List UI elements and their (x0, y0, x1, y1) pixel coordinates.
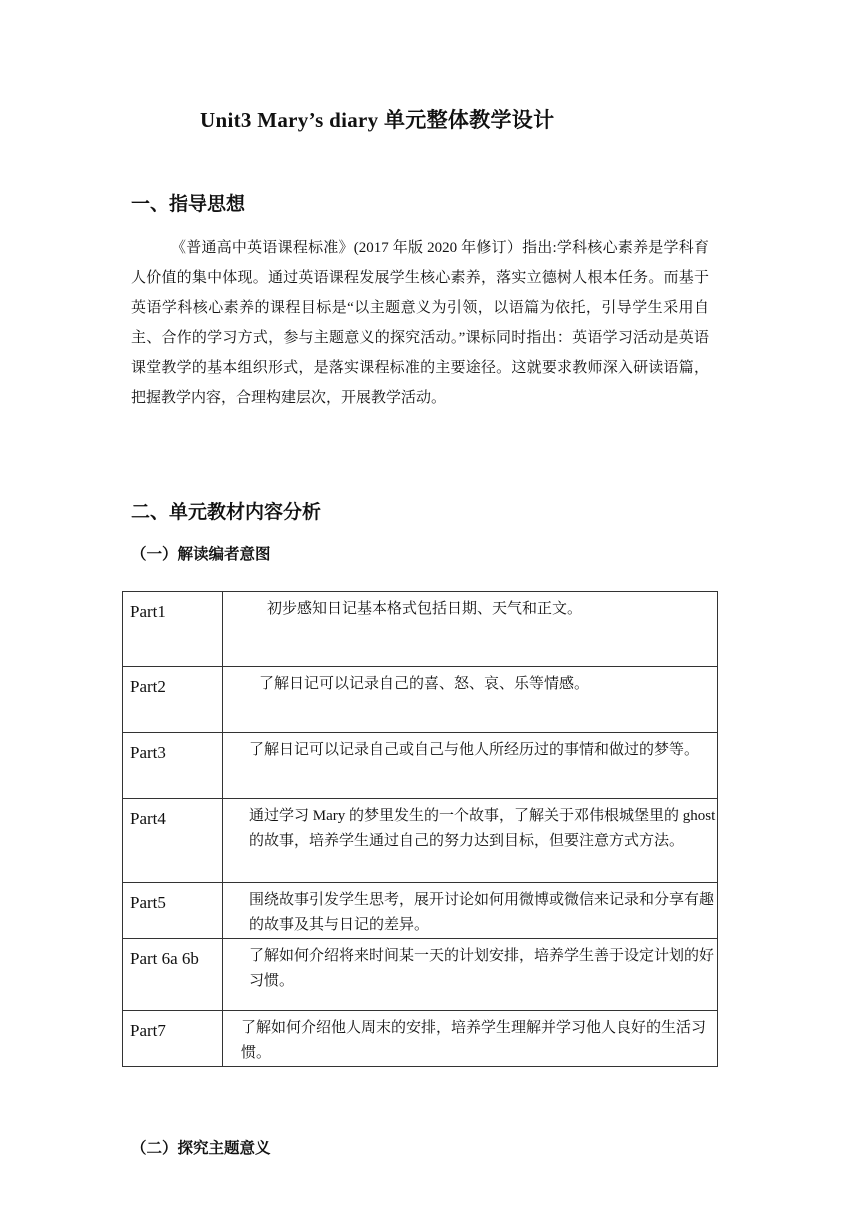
section-heading-guiding-thought: 一、指导思想 (131, 194, 246, 215)
part-label: Part2 (123, 667, 223, 733)
part-description: 围绕故事引发学生思考，展开讨论如何用微博或微信来记录和分享有趣的故事及其与日记的差异。 (223, 883, 718, 939)
table-row (123, 1011, 718, 1067)
part-label: Part 6a 6b (123, 939, 223, 1011)
part-description: 了解如何介绍将来时间某一天的计划安排，培养学生善于设定计划的好习惯。 (223, 939, 718, 1011)
part-description: 初步感知日记基本格式包括日期、天气和正文。 (223, 592, 718, 667)
table-row (123, 799, 718, 883)
table-row (123, 939, 718, 1011)
subheading-theme-meaning: （二）探究主题意义 (131, 1140, 271, 1157)
table-row (123, 883, 718, 939)
section-heading-content-analysis: 二、单元教材内容分析 (131, 502, 322, 523)
part-label: Part7 (123, 1011, 223, 1067)
document-title: Unit3 Mary’s diary 单元整体教学设计 (200, 108, 555, 132)
guiding-thought-paragraph: 《普通高中英语课程标准》(2017 年版 2020 年修订）指出:学科核心素养是学科育人价值的集中体现。通过英语课程发展学生核心素养，落实立德树人根本任务。而基于英语学科核心素养的课程目标是“以主题意义为引领，以语篇为依托，引导学生采用自主、合作的学习方式，参与主题意义的探究活动。”课标同时指出：英语学习活动是英语课堂教学的基本组织形式，是落实课程标准的主要途径。这就要求教师深入研读语篇，把握教学内容，合理构建层次，开展教学活动。 (131, 240, 709, 406)
part-label: Part4 (123, 799, 223, 883)
subheading-editor-intent: （一）解读编者意图 (131, 546, 271, 563)
part-label: Part3 (123, 733, 223, 799)
table-row (123, 733, 718, 799)
part-description: 了解日记可以记录自己或自己与他人所经历过的事情和做过的梦等。 (223, 733, 718, 799)
part-description: 通过学习 Mary 的梦里发生的一个故事，了解关于邓伟根城堡里的 ghost 的故事，培养学生通过自己的努力达到目标，但要注意方式方法。 (223, 799, 718, 883)
part-description: 了解如何介绍他人周末的安排，培养学生理解并学习他人良好的生活习惯。 (223, 1011, 718, 1067)
table-row (123, 667, 718, 733)
table-row (123, 592, 718, 667)
part-label: Part1 (123, 592, 223, 667)
parts-table (122, 591, 718, 1067)
part-description: 了解日记可以记录自己的喜、怒、哀、乐等情感。 (223, 667, 718, 733)
part-label: Part5 (123, 883, 223, 939)
